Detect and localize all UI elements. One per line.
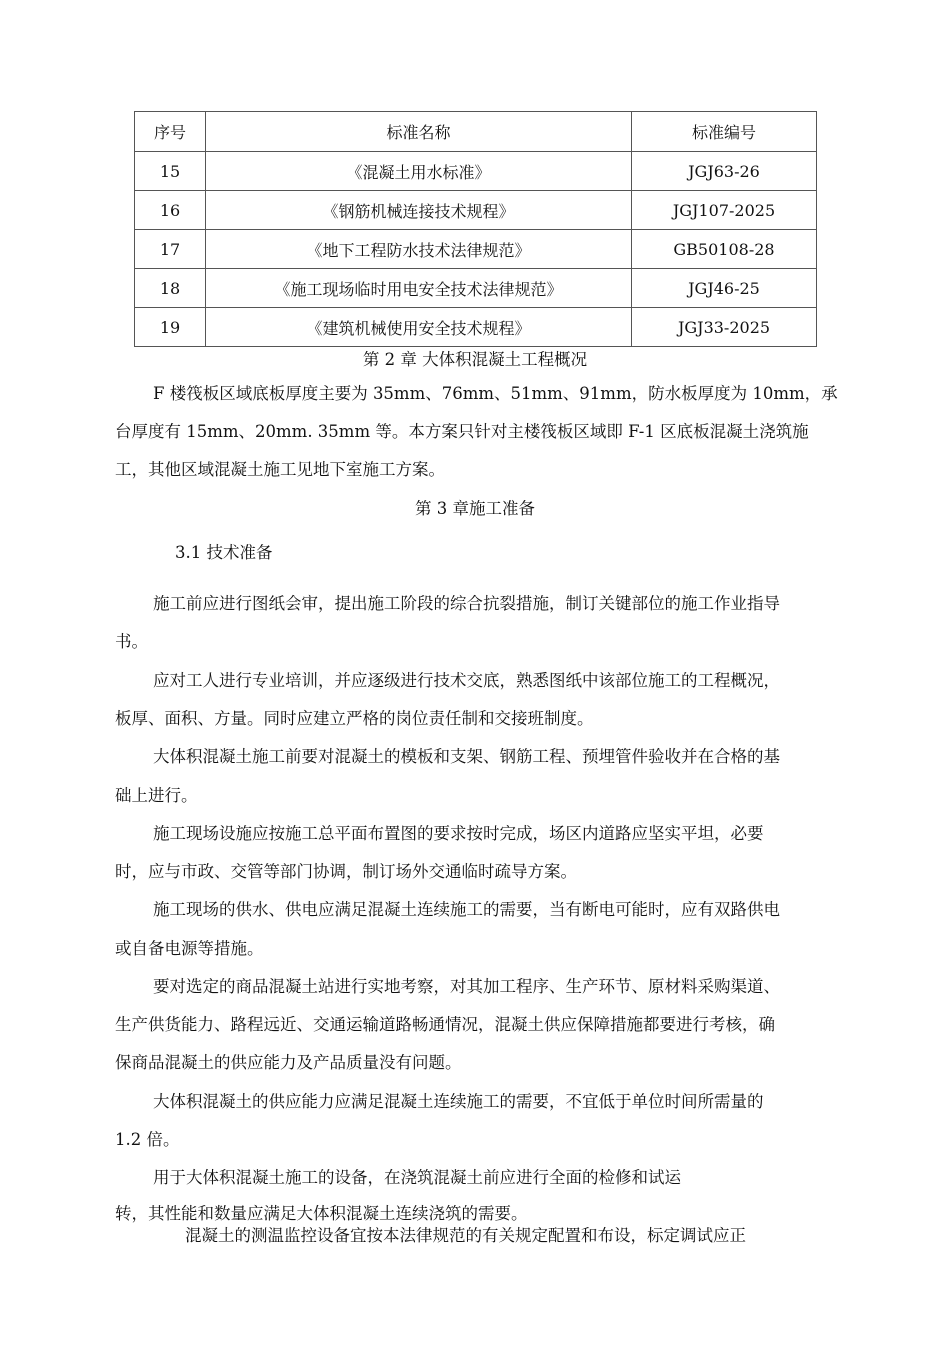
cell-code: JGJ63-26 [632,152,817,191]
paragraph-line: 台厚度有 15mm、20mm. 35mm 等。本方案只针对主楼筏板区域即 F-1 区底板混凝土浇筑施 [115,422,809,441]
paragraph-line: 书。 [115,632,148,651]
paragraph-line: F 楼筏板区域底板厚度主要为 35mm、76mm、51mm、91mm，防水板厚度为 10mm，承 [153,384,838,403]
paragraph-line: 生产供货能力、路程远近、交通运输道路畅通情况，混凝土供应保障措施都要进行考核，确 [115,1015,775,1034]
cell-name: 《地下工程防水技术法律规范》 [206,230,632,269]
paragraph-line: 础上进行。 [115,786,198,805]
cell-no: 16 [135,191,206,230]
cell-name: 《钢筋机械连接技术规程》 [206,191,632,230]
cell-no: 18 [135,269,206,308]
table-row [135,152,817,191]
table-row [135,191,817,230]
paragraph-line: 大体积混凝土施工前要对混凝土的模板和支架、钢筋工程、预埋管件验收并在合格的基 [153,747,780,766]
paragraph-line: 用于大体积混凝土施工的设备，在浇筑混凝土前应进行全面的检修和试运 [153,1168,681,1187]
paragraph-line: 施工现场设施应按施工总平面布置图的要求按时完成，场区内道路应坚实平坦，必要 [153,824,764,843]
paragraph-line: 时，应与市政、交管等部门协调，制订场外交通临时疏导方案。 [115,862,577,881]
section-heading: 3.1 技术准备 [175,543,273,562]
paragraph-line: 大体积混凝土的供应能力应满足混凝土连续施工的需要，不宜低于单位时间所需量的 [153,1092,764,1111]
cell-code: GB50108-28 [632,230,817,269]
cell-no: 19 [135,308,206,347]
table-row [135,269,817,308]
cell-code: JGJ33-2025 [632,308,817,347]
header-code: 标准编号 [632,112,817,152]
cell-name: 《建筑机械使用安全技术规程》 [206,308,632,347]
cell-name: 《施工现场临时用电安全技术法律规范》 [206,269,632,308]
cell-no: 15 [135,152,206,191]
chapter-3-title: 第 3 章施工准备 [415,499,535,518]
paragraph-line: 保商品混凝土的供应能力及产品质量没有问题。 [115,1053,462,1072]
paragraph-line: 施工前应进行图纸会审，提出施工阶段的综合抗裂措施，制订关键部位的施工作业指导 [153,594,780,613]
paragraph-line: 板厚、面积、方量。同时应建立严格的岗位责任制和交接班制度。 [115,709,594,728]
cell-name: 《混凝土用水标准》 [206,152,632,191]
paragraph-line: 施工现场的供水、供电应满足混凝土连续施工的需要，当有断电可能时，应有双路供电 [153,900,780,919]
table-row [135,308,817,347]
paragraph-line: 或自备电源等措施。 [115,939,264,958]
header-name: 标准名称 [206,112,632,152]
table-header-row [135,112,817,152]
chapter-2-title: 第 2 章 大体积混凝土工程概况 [362,350,588,369]
standards-table [134,111,817,347]
header-no: 序号 [135,112,206,152]
paragraph-line: 要对选定的商品混凝土站进行实地考察，对其加工程序、生产环节、原材料采购渠道、 [153,977,780,996]
cell-code: JGJ46-25 [632,269,817,308]
cell-no: 17 [135,230,206,269]
paragraph-line: 应对工人进行专业培训，并应逐级进行技术交底，熟悉图纸中该部位施工的工程概况， [153,671,780,690]
paragraph-line: 混凝土的测温监控设备宜按本法律规范的有关规定配置和布设，标定调试应正 [185,1226,746,1245]
paragraph-line: 转，其性能和数量应满足大体积混凝土连续浇筑的需要。 [115,1204,528,1223]
cell-code: JGJ107-2025 [632,191,817,230]
paragraph-line: 1.2 倍。 [115,1130,180,1149]
paragraph-line: 工，其他区域混凝土施工见地下室施工方案。 [115,460,445,479]
table-row [135,230,817,269]
